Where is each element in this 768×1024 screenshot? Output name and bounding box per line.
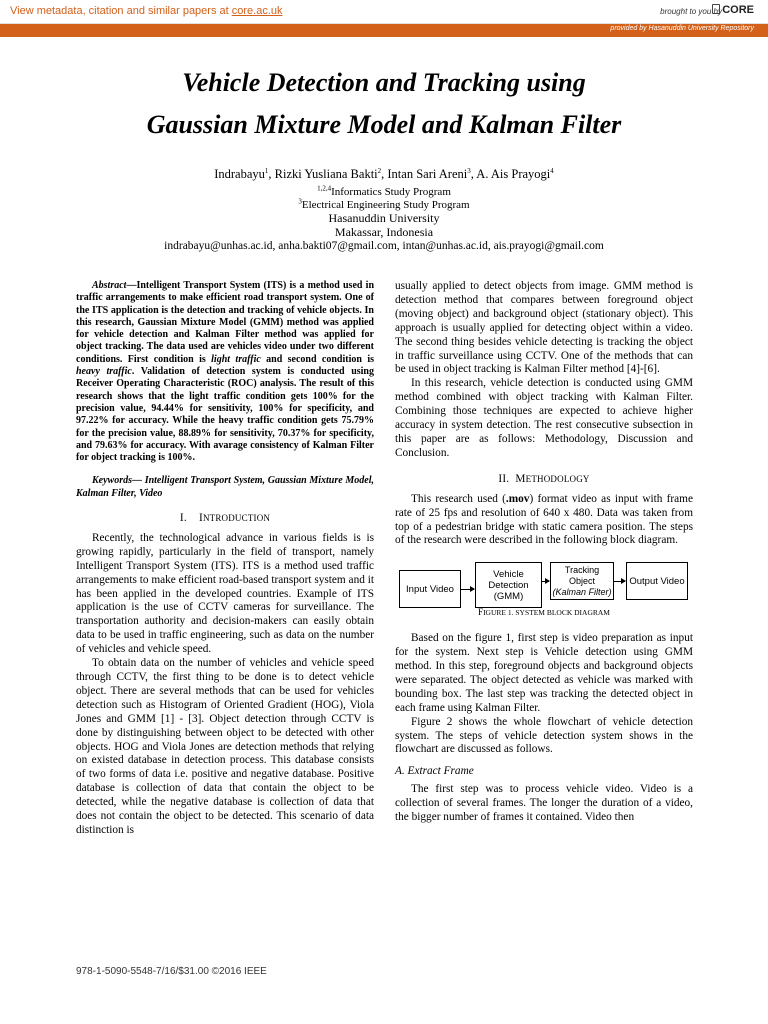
intro-paragraph-2: To obtain data on the number of vehicles and vehicle speed through CCTV, the first thing to be done is to detect vehicle object. There are several methods that can be used for vehicles detection such as Histogram of Oriented Gradient (HOG), Viola Jones and GMM [1] - [3]. Object detection through CCTV is done by distinguishing between object to be detected with other objects. HOG and Viola Jones are detection methods that relying on existed database in detection process. This database consists of two forms of data i.e. positive and negative database. Positive database is collection of data that contain the object to be detected, while the negative database is collection of data that does not contain the object to be detected. This scenario of data distinction is	[76, 657, 374, 836]
intro-paragraph-continued: usually applied to detect objects from image. GMM method is detection method that compares between foreground object (moving object) and background object (stationary object). This approach is usually applied for detecting object within a video. The second thing besides vehicle detecting is tracking the object in traffic surveillance using CCTV. One of the methods that can be used in object tracking is Kalman Filter method [4]-[6].	[395, 280, 693, 376]
diagram-box-output-video: Output Video	[626, 562, 688, 600]
copyright-footer: 978-1-5090-5548-7/16/$31.00 ©2016 IEEE	[76, 966, 267, 977]
brought-to-you-text: brought to you by	[660, 7, 722, 16]
diagram-arrow-1	[461, 589, 474, 590]
figure-1-caption: FIGURE 1. SYSTEM BLOCK DIAGRAM	[478, 607, 610, 618]
diagram-arrow-3	[614, 581, 625, 582]
author-name: Indrabayu	[214, 167, 265, 181]
extract-frame-paragraph: The first step was to process vehicle video. Video is a collection of several frames. The longer the duration of a video, the bigger number of frames it contained. Video then	[395, 783, 693, 824]
methodology-paragraph-3: Figure 2 shows the whole flowchart of vehicle detection system. The steps of vehicle detection system shows in the flowchart are discussed as follows.	[395, 715, 693, 756]
abstract-heavy-traffic: heavy traffic	[76, 366, 132, 378]
university: Hasanuddin University	[328, 211, 440, 225]
affiliation-text: Informatics Study Program	[331, 186, 451, 198]
core-logo-icon	[712, 4, 720, 14]
section-heading-introduction: I. INTRODUCTION	[179, 512, 271, 525]
subsection-heading-extract-frame: A. Extract Frame	[395, 765, 474, 778]
author-name: Intan Sari Areni	[387, 167, 468, 181]
core-logo-text: CORE	[722, 4, 754, 16]
diagram-box-vehicle-detection: Vehicle Detection (GMM)	[475, 562, 542, 608]
core-banner	[0, 0, 768, 24]
emails: indrabayu@unhas.ac.id, anha.bakti07@gmail.com, intan@unhas.ac.id, ais.prayogi@gmail.com	[164, 240, 604, 252]
author-sup: 1	[264, 166, 269, 175]
city: Makassar, Indonesia	[334, 225, 434, 239]
diagram-box-tracking-object: Tracking Object (Kalman Filter)	[550, 562, 614, 600]
core-logo[interactable]	[712, 4, 754, 16]
abstract-text: —Intelligent Transport System (ITS) is a method used in traffic arrangements to make efficient road transport system. One of the ITS application is the detection and tracking of vehicle objects. In this research, Gaussian Mixture Model (GMM) method was applied for vehicle detection and Kalman Filter method was applied for object tracking. The data used are vehicles video under two different conditions. First condition is	[76, 280, 374, 365]
keywords	[76, 475, 374, 500]
intro-paragraph-1: Recently, the technological advance in various fields is is growing rapidly, particularly in the field of transport, namely Intelligent Transport System (ITS). ITS is a method used traffic arrangements to make efficient road-based transport system and it has been applied in the developed countries. Example of ITS application is the use of CCTV cameras for surveillance. The transportation authority and decision-makers can easily obtain data to be used in traffic engineering, such as data on the number of vehicles and vehicle speed.	[76, 531, 374, 656]
author-list: Indrabayu$^1$, Rizki Yusliana Bakti$^2$, Intan Sari Areni$^3$, A. Ais Prayogi$^4$	[214, 166, 554, 181]
author-name: Rizki Yusliana Bakti	[274, 167, 378, 181]
keywords-text: Intelligent Transport System, Gaussian Mixture Model, Kalman Filter, Video	[76, 475, 374, 499]
provided-by-text: provided by Hasanuddin University Repository	[610, 25, 754, 32]
core-link-site[interactable]: core.ac.uk	[231, 5, 283, 17]
abstract-label: Abstract	[92, 280, 127, 291]
intro-paragraph-research: In this research, vehicle detection is conducted using GMM method combined with object tracking with Kalman Filter. Combining those techniques are expected to achieve higher accuracy in system detection. The rest consecutive subsection in this paper are as follows: Methodology, Discussion and Conclusion.	[395, 377, 693, 459]
author-sup: 3	[467, 166, 471, 175]
abstract-text: . Validation of detection system is conducted using Receiver Operating Characteristic (ROC) analysis. The result of this research shows that the light traffic condition gets 100% for the precision value, 94.44% for sensitivity, 100% for specificity, and 97.22% for accuracy. While the heavy traffic condition gets 75.79% for the precision value, 88.89% for sensitivity, 70.37% for specificity, and 79.63% for accuracy. With avarage consistency of Kalman Filter for object tracking is 100%.	[76, 366, 374, 464]
section-heading-methodology: II. METHODOLOGY	[498, 472, 590, 485]
author-sup: 2	[377, 166, 382, 175]
abstract-text: and second condition is	[260, 353, 374, 365]
abstract-light-traffic: light traffic	[211, 353, 261, 365]
left-column	[76, 280, 374, 838]
system-block-diagram	[395, 556, 693, 618]
core-link-prefix: View metadata, citation and similar papers at	[10, 5, 232, 17]
author-name: A. Ais Prayogi	[476, 167, 551, 181]
affiliation-1	[0, 186, 768, 199]
affiliation-sup: 3	[298, 197, 302, 206]
affiliation-sup: 1,2,4	[317, 184, 332, 193]
methodology-paragraph-2: Based on the figure 1, first step is video preparation as input for the system. Next step is Vehicle detection using GMM method. In this step, foreground objects and background objects were separated. The object detected as vehicle was marked with bounding box. The last step was tracking the detected object in each frame using Kalman Filter.	[395, 632, 693, 714]
methodology-paragraph-1: This research used (.mov) format video as input with frame rate of 25 fps and resolution of 640 x 480. Data was taken from top of a pedestrian bridge with static camera position. The steps of the research were described in the following block diagram.	[395, 492, 693, 547]
diagram-box-input-video: Input Video	[399, 570, 461, 608]
affiliation-text: Electrical Engineering Study Program	[301, 199, 470, 211]
diagram-arrow-2	[542, 581, 549, 582]
author-sup: 4	[550, 166, 554, 175]
right-column	[395, 280, 693, 825]
paper-title-line1: Vehicle Detection and Tracking using	[182, 68, 586, 97]
provided-by-bar	[0, 24, 768, 37]
paper-title-line2: Gaussian Mixture Model and Kalman Filter	[146, 110, 622, 139]
keywords-label: Keywords—	[92, 475, 142, 487]
core-metadata-link[interactable]	[10, 5, 283, 17]
abstract	[76, 280, 374, 464]
